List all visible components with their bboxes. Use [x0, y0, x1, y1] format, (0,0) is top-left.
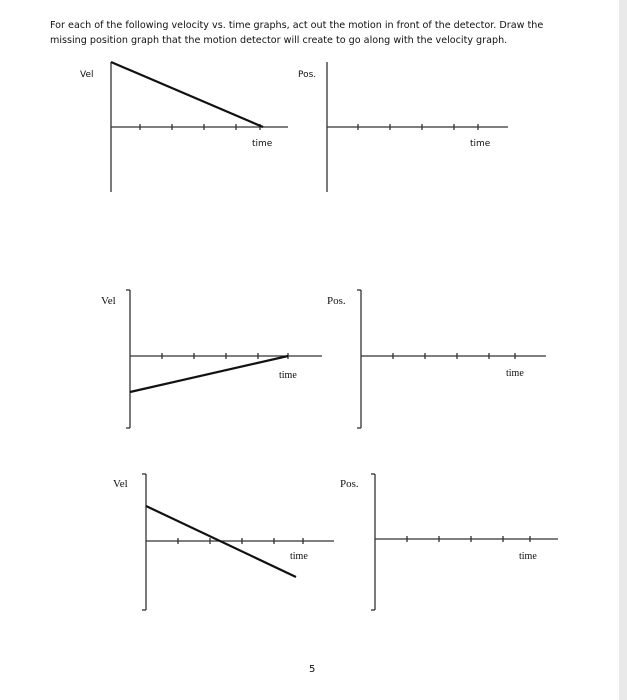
position-graph-2 — [357, 290, 546, 428]
position-graph-1-y-label: Pos. — [298, 70, 317, 80]
velocity-graph-3-x-label: time — [290, 551, 308, 562]
velocity-graph-1-x-label: time — [252, 139, 273, 149]
velocity-graph-2-x-label: time — [279, 370, 297, 381]
velocity-graph-3-y-label: Vel — [113, 478, 128, 490]
position-graph-3-x-label: time — [519, 551, 537, 562]
position-graph-3-y-label: Pos. — [340, 478, 359, 490]
velocity-graph-2 — [126, 290, 322, 428]
page-edge-shadow — [619, 0, 627, 700]
velocity-graph-1-line — [111, 62, 263, 127]
position-graph-1-x-label: time — [470, 139, 491, 149]
velocity-graph-1-y-label: Vel — [80, 70, 94, 80]
velocity-graph-2-y-label: Vel — [101, 295, 116, 307]
position-graph-2-x-label: time — [506, 368, 524, 379]
velocity-graph-2-line — [130, 356, 288, 392]
position-graph-3 — [371, 474, 558, 610]
instructions-text: For each of the following velocity vs. time graphs, act out the motion in front of the detector. Draw the missing position graph that the motion detector will create to go along with the velocity graph. — [50, 20, 544, 46]
page-number: 5 — [309, 664, 316, 675]
velocity-graph-1 — [111, 62, 288, 192]
velocity-graph-3 — [142, 474, 334, 610]
position-graph-2-y-label: Pos. — [327, 295, 346, 307]
position-graph-1 — [327, 62, 508, 192]
